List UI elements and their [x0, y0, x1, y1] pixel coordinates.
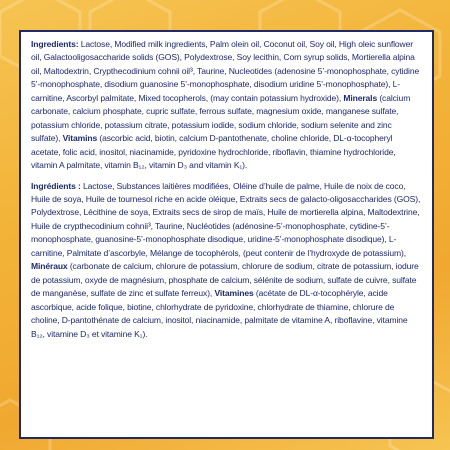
- minerals-label-en: Minerals: [343, 92, 378, 103]
- ingredients-text-en-2: (calcium carbonate, calcium phosphate, cupric sulfate, ferrous sulfate, magnesium oxide, manganese sulfate, potassium chloride, potassium citrate, potassium iodide, sodium chloride, sodium selenite and zinc sulfate),: [31, 92, 411, 144]
- ingredients-text-en-1: Lactose, Modified milk ingredients, Palm olein oil, Coconut oil, Soy oil, High oleic sunflower oil, Galactooligosaccharide solids (GOS), Polydextrose, Soy lecithin, Corn syrup solids, Mortierella alpina oil, Maltodextrin, Crypthecodinium cohnii oil³, Taurine, Nucleotides (adenosine 5’-monophosphate, cytidine 5’-monophosphate, disodium guanosine 5’-monophosphate, disodium uridine 5’-monophosphate), L-carnitine, Ascorbyl palmitate, Mixed tocopherols, (may contain potassium hydroxide),: [31, 39, 420, 103]
- ingredients-french: [31, 180, 422, 341]
- minerals-label-fr: Minéraux: [31, 261, 68, 272]
- ingredients-label-en: Ingredients:: [31, 39, 79, 49]
- ingredients-panel: [19, 30, 434, 439]
- ingredients-text-fr-3: (acétate de DL-α-tocophéryle, acide ascorbique, acide folique, biotine, chlorhydrate de pyridoxine, chlorhydrate de thiamine, chlorure de choline, D-pantothénate de calcium, inositol, niacinamide, palmitate de vitamine A, riboflavine, vitamine B₁₂, vitamine D₃ et vitamine K₁).: [31, 288, 408, 339]
- vitamins-label-fr: Vitamines: [214, 288, 254, 299]
- ingredients-text-fr-1: Lactose, Substances laitières modifiées, Oléine d’huile de palme, Huile de noix de coco, Huile de soya, Huile de tournesol riche en acide oléique, Extraits secs de galacto-oligosaccharides (GOS), Polydextrose, Lécithine de soya, Extraits secs de sirop de maïs, Huile de mortierella alpina, Maltodextrine, Huile de crypthecodinium cohnii³, Taurine, Nucléotides (adénosine-5’-monophosphate, cytidine-5’-monophosphate, guanosine-5’-monophosphate disodique, uridine-5’-monophosphate disodique), L-carnitine, Palmitate d’ascorbyle, Mélange de tocophérols, (peut contenir de l’hydroxyde de potassium),: [31, 180, 421, 258]
- ingredients-label-fr: Ingrédients :: [31, 180, 81, 191]
- ingredients-text-en-3: (ascorbic acid, biotin, calcium D-pantothenate, choline chloride, DL-α-tocopheryl acetate, folic acid, inositol, niacinamide, pyridoxine hydrochloride, riboflavin, thiamine hydrochloride, vitamin A palmitate, vitamin B₁₂, vitamin D₃ and vitamin K₁).: [31, 133, 396, 171]
- vitamins-label-en: Vitamins: [62, 133, 98, 144]
- ingredients-text-fr-2: (carbonate de calcium, chlorure de potassium, chlorure de sodium, citrate de potassium, iodure de potassium, oxyde de magnésium, phosphate de calcium, sélénite de sodium, sulfate de cuivre, sulfate de manganèse, sulfate de zinc et sulfate ferreux),: [31, 261, 419, 299]
- ingredients-english: [31, 38, 422, 173]
